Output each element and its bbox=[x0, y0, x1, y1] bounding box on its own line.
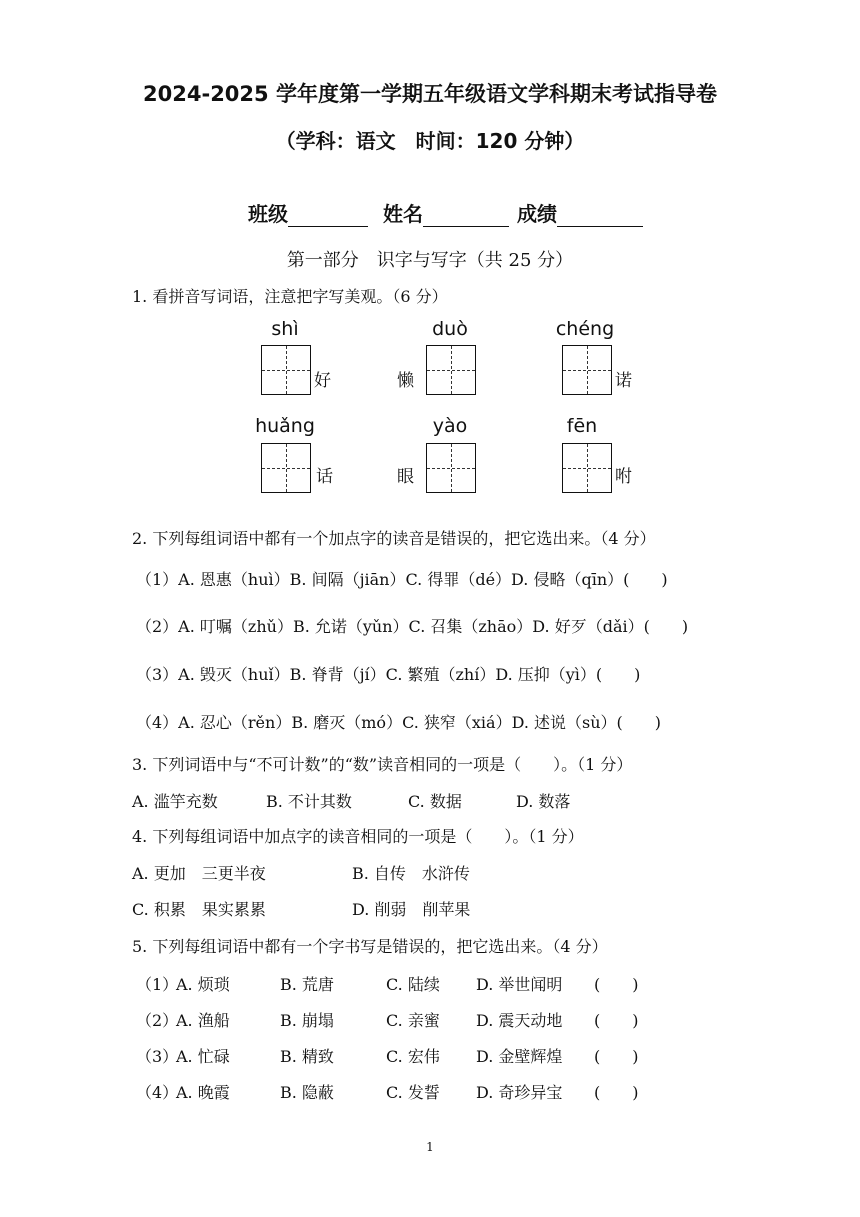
section-title: 第一部分 识字与写字（共 25 分） bbox=[286, 250, 574, 271]
q5-option: B. 精致 bbox=[280, 1047, 334, 1066]
q3-option: C. 数据 bbox=[408, 792, 462, 811]
q5-option: D. 震天动地 bbox=[476, 1011, 563, 1030]
q5-option: B. 荒唐 bbox=[280, 975, 334, 994]
q1-side-char: 好 bbox=[314, 371, 331, 391]
q5-option: C. 宏伟 bbox=[386, 1047, 440, 1066]
score-blank[interactable] bbox=[557, 206, 643, 227]
q2-row: （2）A. 叮嘱（zhǔ）B. 允诺（yǔn）C. 召集（zhāo）D. 好歹（dǎi）( ) bbox=[136, 617, 689, 636]
q1-side-char: 懒 bbox=[397, 371, 414, 391]
q1-side-char: 话 bbox=[316, 467, 333, 487]
q5-answer-paren[interactable]: ( ) bbox=[594, 1047, 639, 1066]
q1-stem: 1. 看拼音写词语，注意把字写美观。（6 分） bbox=[132, 287, 448, 306]
q5-option: B. 隐蔽 bbox=[280, 1083, 334, 1102]
q5-option: C. 陆续 bbox=[386, 975, 440, 994]
q1-pinyin: chéng bbox=[555, 318, 615, 340]
page-number: 1 bbox=[426, 1140, 434, 1154]
name-label: 姓名 bbox=[383, 202, 423, 226]
q2-row: （4）A. 忍心（rěn）B. 磨灭（mó）C. 狭窄（xiá）D. 述说（sù）( ) bbox=[136, 713, 662, 732]
q5-option: A. 忙碌 bbox=[176, 1047, 230, 1066]
q5-option: C. 发誓 bbox=[386, 1083, 440, 1102]
class-field bbox=[248, 198, 368, 227]
q4-option: A. 更加 三更半夜 bbox=[132, 864, 266, 883]
q3-option: B. 不计其数 bbox=[266, 792, 352, 811]
score-field bbox=[517, 198, 643, 227]
q1-side-char: 眼 bbox=[397, 467, 414, 487]
q4-option: B. 自传 水浒传 bbox=[352, 864, 470, 883]
score-label: 成绩 bbox=[517, 202, 557, 226]
q1-writing-box[interactable] bbox=[426, 443, 476, 493]
q5-option: C. 亲蜜 bbox=[386, 1011, 440, 1030]
q5-answer-paren[interactable]: ( ) bbox=[594, 1011, 639, 1030]
q4-stem: 4. 下列每组词语中加点字的读音相同的一项是（ ）。（1 分） bbox=[132, 827, 584, 846]
q2-stem: 2. 下列每组词语中都有一个加点字的读音是错误的，把它选出来。（4 分） bbox=[132, 529, 656, 548]
q1-pinyin: huǎng bbox=[255, 415, 315, 437]
class-label: 班级 bbox=[248, 202, 288, 226]
q5-option: A. 渔船 bbox=[176, 1011, 230, 1030]
q1-side-char: 诺 bbox=[615, 371, 632, 391]
q5-answer-paren[interactable]: ( ) bbox=[594, 975, 639, 994]
q1-side-char: 咐 bbox=[615, 467, 632, 487]
q4-option: C. 积累 果实累累 bbox=[132, 900, 266, 919]
q5-option: D. 金壁辉煌 bbox=[476, 1047, 563, 1066]
q5-option: B. 崩塌 bbox=[280, 1011, 334, 1030]
q1-pinyin: duò bbox=[432, 318, 468, 340]
q5-row-number: （4） bbox=[136, 1083, 179, 1102]
exam-subtitle: （学科：语文 时间：120 分钟） bbox=[275, 129, 585, 153]
q1-writing-box[interactable] bbox=[426, 345, 476, 395]
q3-option: D. 数落 bbox=[516, 792, 571, 811]
q5-option: A. 晚霞 bbox=[176, 1083, 230, 1102]
q1-writing-box[interactable] bbox=[562, 345, 612, 395]
q5-option: D. 奇珍异宝 bbox=[476, 1083, 563, 1102]
exam-title: 2024-2025 学年度第一学期五年级语文学科期末考试指导卷 bbox=[143, 82, 717, 106]
q1-pinyin: shì bbox=[271, 318, 299, 340]
q1-pinyin: yào bbox=[432, 415, 468, 437]
q5-stem: 5. 下列每组词语中都有一个字书写是错误的，把它选出来。（4 分） bbox=[132, 937, 608, 956]
q2-row: （1）A. 恩惠（huì）B. 间隔（jiān）C. 得罪（dé）D. 侵略（qīn）( ) bbox=[136, 570, 668, 589]
q3-stem: 3. 下列词语中与“不可计数”的“数”读音相同的一项是（ ）。（1 分） bbox=[132, 755, 633, 774]
class-blank[interactable] bbox=[288, 206, 368, 227]
q5-option: D. 举世闻明 bbox=[476, 975, 563, 994]
q5-row-number: （2） bbox=[136, 1011, 179, 1030]
q1-writing-box[interactable] bbox=[562, 443, 612, 493]
q1-pinyin: fēn bbox=[566, 415, 598, 437]
q5-answer-paren[interactable]: ( ) bbox=[594, 1083, 639, 1102]
q3-option: A. 滥竽充数 bbox=[132, 792, 218, 811]
q2-row: （3）A. 毁灭（huǐ）B. 脊背（jí）C. 繁殖（zhí）D. 压抑（yì）( ) bbox=[136, 665, 641, 684]
q4-option: D. 削弱 削苹果 bbox=[352, 900, 471, 919]
q5-option: A. 烦琐 bbox=[176, 975, 230, 994]
q5-row-number: （1） bbox=[136, 975, 179, 994]
name-field bbox=[383, 198, 509, 227]
q5-row-number: （3） bbox=[136, 1047, 179, 1066]
q1-writing-box[interactable] bbox=[261, 345, 311, 395]
name-blank[interactable] bbox=[423, 206, 509, 227]
q1-writing-box[interactable] bbox=[261, 443, 311, 493]
